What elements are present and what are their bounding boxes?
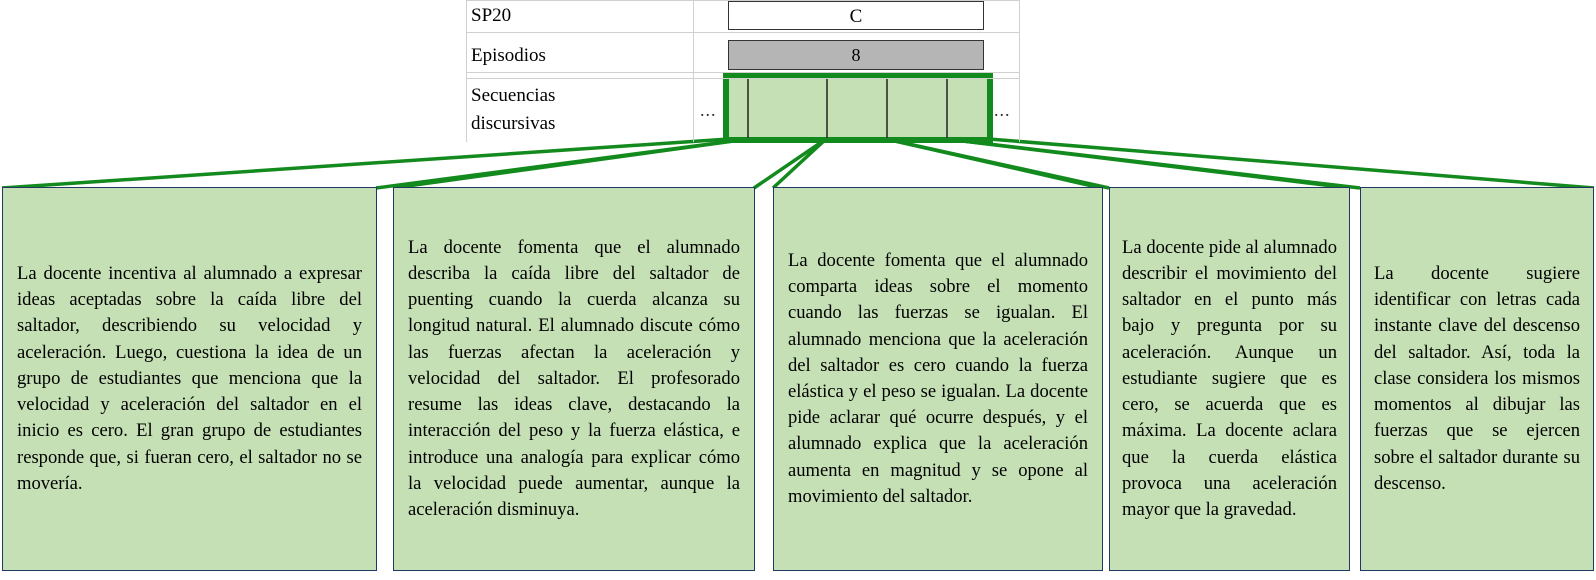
connector-line-2a xyxy=(393,139,748,188)
sequence-box-3 xyxy=(773,187,1103,571)
connector-line-2b xyxy=(754,139,826,188)
sequence-box-4 xyxy=(1109,187,1350,571)
connector-line-3a xyxy=(773,139,826,188)
sequence-box-4-text: La docente pide al alumnado describir el movimiento del saltador en el punto más bajo y pregunta por su aceleración. Aunque un estudiante sugiere que es cero, se acuerda que es máxima. La docente aclara que la cuerda elástica provoca una aceleración mayor que la gravedad. xyxy=(1122,236,1337,520)
ellipsis-right: ... xyxy=(994,100,1011,120)
row-label-secuencias: Secuencias discursivas xyxy=(471,85,556,134)
sequence-box-2 xyxy=(393,187,755,571)
sequence-box-1-text: La docente incentiva al alumnado a expresar ideas aceptadas sobre la caída libre del saltador, describiendo su velocidad y aceleración. Luego, cuestiona la idea de un grupo de estudiantes que menciona que la velocidad y aceleración del saltador en el inicio es cero. El gran grupo de estudiantes responde que, si fueran cero, el saltador no se movería. xyxy=(17,263,362,494)
sequence-box-1 xyxy=(2,187,377,571)
row-label-episodios: Episodios xyxy=(471,45,546,66)
row-label-sp20: SP20 xyxy=(471,5,512,26)
sequence-box-5 xyxy=(1360,187,1594,571)
connector-line-1a xyxy=(2,139,729,188)
ellipsis-left: ... xyxy=(700,100,717,120)
sequence-box-2-text: La docente fomenta que el alumnado describa la caída libre del saltador de puenting cuando la cuerda alcanza su longitud natural. El alumnado discute cómo las fuerzas afectan la aceleración y velocidad del saltador. El profesorado resume las ideas clave, destacando la interacción del peso y la fuerza elástica, e introduce una analogía para explicar cómo la velocidad puede aumentar, aunque la aceleración disminuya. xyxy=(408,236,740,520)
episodes-value: 8 xyxy=(728,40,984,70)
sequence-box-3-text: La docente fomenta que el alumnado comparta ideas sobre el momento cuando las fuerzas se igualan. El alumnado menciona que la aceleración del saltador es cero cuando la fuerza elástica y el peso se igualan. La docente pide aclarar qué ocurre después, y el alumnado explica que la aceleración aumenta en magnitud y se opone al movimiento del saltador. xyxy=(788,249,1088,507)
sp20-value: C xyxy=(728,1,984,30)
sequence-box-5-text: La docente sugiere identificar con letras cada instante clave del descenso del saltador. Así, toda la clase considera los mismos momentos al dibujar las fuerzas que se ejercen sobre el saltador durante su descenso. xyxy=(1374,263,1580,494)
summary-table xyxy=(466,0,1020,142)
